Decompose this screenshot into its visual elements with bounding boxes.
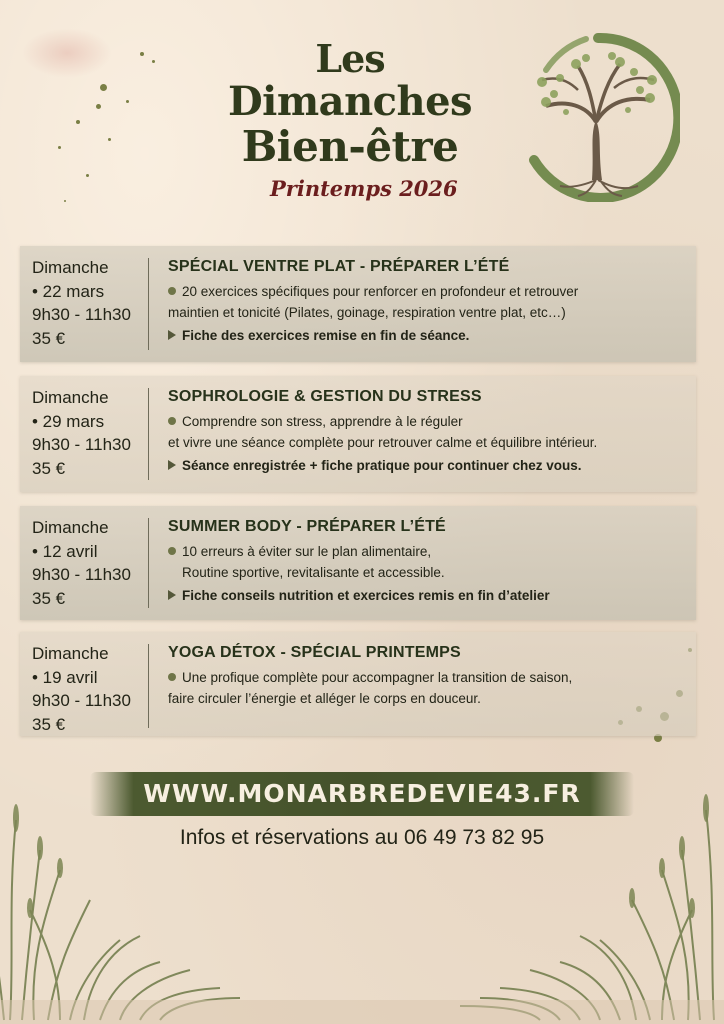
event-price: 35 €: [32, 588, 66, 608]
event-description: [168, 541, 688, 583]
event-extra-text: Fiche des exercices remise en fin de séance.: [182, 328, 470, 343]
event-price: 35 €: [32, 714, 66, 734]
arrow-triangle-icon: [168, 590, 176, 600]
event-content: [168, 256, 688, 346]
event-date: • 29 mars: [32, 411, 105, 431]
event-content: [168, 516, 688, 606]
event-day: Dimanche: [32, 644, 109, 663]
event-description: [168, 281, 688, 323]
event-date-block: [32, 386, 150, 480]
bullet-dot-icon: [168, 417, 176, 425]
event-divider: [148, 258, 149, 350]
event-desc-line2: faire circuler l’énergie et alléger le corps en douceur.: [168, 691, 481, 706]
event-extra: [168, 455, 688, 476]
event-divider: [148, 388, 149, 480]
watercolor-blush: [22, 28, 112, 78]
event-content: [168, 386, 688, 476]
website-banner: [90, 772, 634, 816]
arrow-triangle-icon: [168, 330, 176, 340]
event-band-3: [20, 506, 696, 620]
event-extra-text: Séance enregistrée + fiche pratique pour continuer chez vous.: [182, 458, 582, 473]
event-desc-line1: 10 erreurs à éviter sur le plan alimentaire,: [182, 544, 432, 559]
event-date-block: [32, 256, 150, 350]
event-extra: [168, 325, 688, 346]
event-day: Dimanche: [32, 258, 109, 277]
event-date: • 19 avril: [32, 667, 98, 687]
arrow-triangle-icon: [168, 460, 176, 470]
event-date-block: [32, 516, 150, 610]
event-date: • 12 avril: [32, 541, 98, 561]
title-bien-etre: Bien-être: [241, 122, 459, 171]
tree-of-life-logo: [516, 30, 680, 202]
title-dimanches: Dimanches: [227, 78, 473, 125]
event-desc-line1: 20 exercices spécifiques pour renforcer en profondeur et retrouver: [182, 284, 579, 299]
bullet-dot-icon: [168, 547, 176, 555]
event-title: SOPHROLOGIE & GESTION DU STRESS: [168, 388, 482, 405]
event-desc-line2: et vivre une séance complète pour retrouver calme et équilibre intérieur.: [168, 435, 598, 450]
event-desc-line1: Comprendre son stress, apprendre à le réguler: [182, 414, 463, 429]
bullet-dot-icon: [168, 673, 176, 681]
event-date: • 22 mars: [32, 281, 105, 301]
event-time: 9h30 - 11h30: [32, 691, 131, 710]
grass-illustration: [0, 700, 724, 1024]
event-title: YOGA DÉTOX - SPÉCIAL PRINTEMPS: [168, 644, 461, 661]
event-time: 9h30 - 11h30: [32, 305, 131, 324]
event-price: 35 €: [32, 458, 66, 478]
event-description: [168, 411, 688, 453]
title-les: Les: [315, 36, 385, 81]
event-day: Dimanche: [32, 518, 109, 537]
event-divider: [148, 518, 149, 608]
event-band-1: [20, 246, 696, 362]
event-desc-line2: maintien et tonicité (Pilates, goinage, respiration ventre plat, etc…): [168, 305, 566, 320]
bullet-dot-icon: [168, 287, 176, 295]
event-desc-line1: Une profique complète pour accompagner la transition de saison,: [182, 670, 573, 685]
event-content: [168, 642, 688, 709]
event-time: 9h30 - 11h30: [32, 435, 131, 454]
website-url[interactable]: WWW.MONARBREDEVIE43.FR: [143, 779, 581, 808]
event-time: 9h30 - 11h30: [32, 565, 131, 584]
subtitle-printemps: Printemps 2026: [270, 176, 458, 201]
event-extra: [168, 585, 688, 606]
event-price: 35 €: [32, 328, 66, 348]
event-band-2: [20, 376, 696, 492]
title-block: [180, 38, 520, 201]
reservation-info: Infos et réservations au 06 49 73 82 95: [179, 826, 545, 849]
event-extra-text: Fiche conseils nutrition et exercices remis en fin d’atelier: [182, 588, 550, 603]
event-title: SPÉCIAL VENTRE PLAT - PRÉPARER L’ÉTÉ: [168, 258, 510, 275]
event-title: SUMMER BODY - PRÉPARER L’ÉTÉ: [168, 518, 446, 535]
event-desc-line2: Routine sportive, revitalisante et accessible.: [182, 565, 445, 580]
event-day: Dimanche: [32, 388, 109, 407]
